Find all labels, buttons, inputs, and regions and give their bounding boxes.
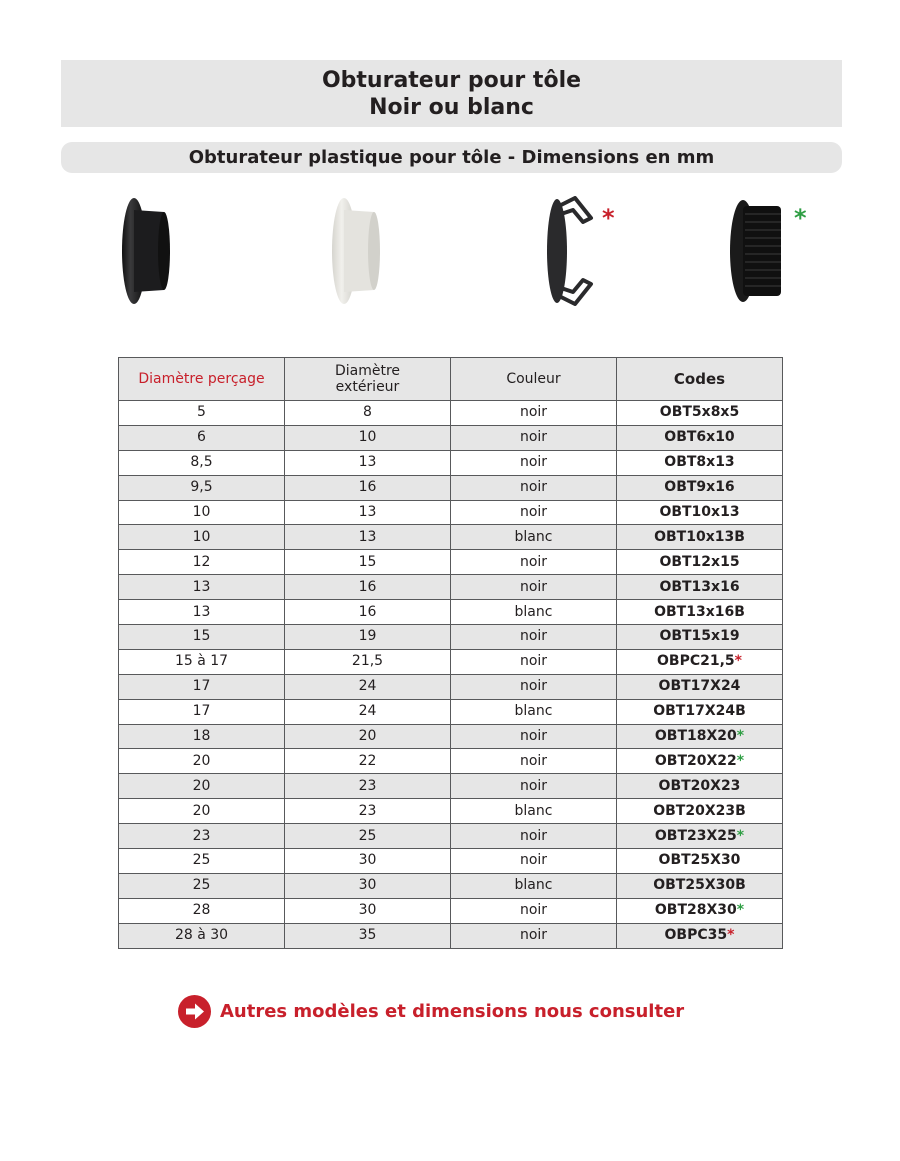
- header-outer-line1: Diamètre: [334, 363, 401, 379]
- cell-color: blanc: [451, 525, 617, 550]
- table-row: [119, 500, 783, 525]
- cell-color: noir: [451, 649, 617, 674]
- table-row: [119, 425, 783, 450]
- cell-color: blanc: [451, 600, 617, 625]
- cell-drill-diameter: 5: [119, 401, 285, 426]
- cell-color: noir: [451, 824, 617, 849]
- header-outer-line2: extérieur: [335, 379, 400, 395]
- cell-drill-diameter: 23: [119, 824, 285, 849]
- cell-color: noir: [451, 749, 617, 774]
- table-row: [119, 550, 783, 575]
- product-code: OBPC21,5: [657, 653, 735, 670]
- table-row: [119, 849, 783, 874]
- table-row: [119, 749, 783, 774]
- product-code: OBT9x16: [664, 479, 735, 496]
- product-code: OBT25X30: [658, 852, 741, 869]
- cell-code: [617, 873, 783, 898]
- cell-outer-diameter: 19: [285, 625, 451, 650]
- cell-code: [617, 550, 783, 575]
- green-asterisk-mark: *: [794, 204, 807, 232]
- cell-color: noir: [451, 625, 617, 650]
- cell-outer-diameter: 16: [285, 575, 451, 600]
- green-asterisk-mark: *: [736, 902, 745, 919]
- table-row: [119, 450, 783, 475]
- black-flat-cap-image: [120, 196, 172, 306]
- cell-outer-diameter: 30: [285, 873, 451, 898]
- cell-code: [617, 849, 783, 874]
- cell-drill-diameter: 28 à 30: [119, 923, 285, 948]
- table-row: [119, 475, 783, 500]
- cell-color: noir: [451, 425, 617, 450]
- header-drill-diameter: Diamètre perçage: [119, 358, 285, 401]
- cell-code: [617, 799, 783, 824]
- cell-color: noir: [451, 401, 617, 426]
- product-code: OBT25X30B: [653, 877, 746, 894]
- green-asterisk-mark: *: [736, 752, 745, 769]
- header-codes: Codes: [617, 358, 783, 401]
- cell-outer-diameter: 20: [285, 724, 451, 749]
- cell-color: noir: [451, 923, 617, 948]
- red-asterisk-mark: *: [727, 927, 735, 944]
- cell-code: [617, 724, 783, 749]
- cell-drill-diameter: 10: [119, 500, 285, 525]
- product-code: OBT10x13B: [654, 528, 745, 545]
- cell-outer-diameter: 13: [285, 450, 451, 475]
- product-code: OBT12x15: [659, 553, 740, 570]
- cell-drill-diameter: 25: [119, 849, 285, 874]
- cell-outer-diameter: 15: [285, 550, 451, 575]
- header-color: Couleur: [451, 358, 617, 401]
- cell-code: [617, 500, 783, 525]
- cell-outer-diameter: 22: [285, 749, 451, 774]
- red-asterisk-mark: *: [734, 653, 742, 670]
- black-ribbed-cap-image: [727, 198, 787, 304]
- cell-drill-diameter: 9,5: [119, 475, 285, 500]
- green-asterisk-mark: *: [736, 827, 745, 844]
- cell-outer-diameter: 23: [285, 774, 451, 799]
- cell-color: noir: [451, 450, 617, 475]
- reference-table: [118, 357, 783, 949]
- cell-drill-diameter: 10: [119, 525, 285, 550]
- table-row: [119, 824, 783, 849]
- cell-color: noir: [451, 774, 617, 799]
- cell-code: [617, 923, 783, 948]
- cell-drill-diameter: 13: [119, 575, 285, 600]
- table-row: [119, 724, 783, 749]
- cell-outer-diameter: 16: [285, 600, 451, 625]
- product-code: OBT13x16B: [654, 603, 745, 620]
- cell-outer-diameter: 13: [285, 525, 451, 550]
- table-row: [119, 923, 783, 948]
- cell-color: blanc: [451, 873, 617, 898]
- cell-code: [617, 525, 783, 550]
- product-code: OBT13x16: [659, 578, 740, 595]
- cell-drill-diameter: 13: [119, 600, 285, 625]
- red-asterisk-mark: *: [602, 204, 615, 232]
- table-row: [119, 525, 783, 550]
- page-title: Obturateur pour tôle: [321, 68, 582, 93]
- table-row: [119, 873, 783, 898]
- cell-drill-diameter: 25: [119, 873, 285, 898]
- product-code: OBT10x13: [659, 504, 740, 520]
- cell-color: noir: [451, 575, 617, 600]
- cell-code: [617, 450, 783, 475]
- product-code: OBT28X30: [654, 902, 737, 919]
- cell-code: [617, 674, 783, 699]
- product-code: OBT5x8x5: [659, 404, 740, 421]
- cell-code: [617, 575, 783, 600]
- cell-code: [617, 649, 783, 674]
- product-code: OBT15x19: [659, 628, 740, 645]
- cell-outer-diameter: 30: [285, 898, 451, 923]
- cell-code: [617, 425, 783, 450]
- cell-color: noir: [451, 674, 617, 699]
- cell-outer-diameter: 23: [285, 799, 451, 824]
- table-row: [119, 774, 783, 799]
- product-code: OBT18X20: [654, 728, 737, 745]
- table-row: [119, 600, 783, 625]
- product-code: OBT17X24B: [653, 703, 746, 720]
- cell-outer-diameter: 13: [285, 500, 451, 525]
- cell-drill-diameter: 20: [119, 749, 285, 774]
- cell-color: blanc: [451, 699, 617, 724]
- cell-drill-diameter: 18: [119, 724, 285, 749]
- cell-drill-diameter: 6: [119, 425, 285, 450]
- cell-outer-diameter: 21,5: [285, 649, 451, 674]
- cell-code: [617, 401, 783, 426]
- table-row: [119, 625, 783, 650]
- cell-outer-diameter: 16: [285, 475, 451, 500]
- table-header-row: [119, 358, 783, 401]
- cell-color: noir: [451, 500, 617, 525]
- header-outer-diameter: [285, 358, 451, 401]
- cell-outer-diameter: 30: [285, 849, 451, 874]
- page-title-line2: Noir ou blanc: [369, 95, 534, 120]
- arrow-right-circle-icon: [178, 995, 211, 1028]
- cell-color: noir: [451, 475, 617, 500]
- section-subtitle: Obturateur plastique pour tôle - Dimensions en mm: [61, 142, 842, 173]
- cell-drill-diameter: 28: [119, 898, 285, 923]
- cell-drill-diameter: 17: [119, 699, 285, 724]
- contact-note: [178, 995, 684, 1028]
- cell-outer-diameter: 35: [285, 923, 451, 948]
- cell-drill-diameter: 20: [119, 799, 285, 824]
- cell-code: [617, 749, 783, 774]
- cell-outer-diameter: 24: [285, 699, 451, 724]
- product-code: OBT20X23B: [653, 802, 746, 819]
- table-row: [119, 699, 783, 724]
- cell-color: noir: [451, 898, 617, 923]
- cell-code: [617, 625, 783, 650]
- cell-drill-diameter: 15 à 17: [119, 649, 285, 674]
- cell-outer-diameter: 24: [285, 674, 451, 699]
- cell-outer-diameter: 8: [285, 401, 451, 426]
- cell-drill-diameter: 17: [119, 674, 285, 699]
- cell-drill-diameter: 20: [119, 774, 285, 799]
- table-row: [119, 799, 783, 824]
- cell-drill-diameter: 15: [119, 625, 285, 650]
- cell-color: noir: [451, 724, 617, 749]
- product-code: OBT8x13: [664, 454, 735, 471]
- cell-code: [617, 774, 783, 799]
- cell-drill-diameter: 12: [119, 550, 285, 575]
- cell-code: [617, 898, 783, 923]
- cell-color: noir: [451, 550, 617, 575]
- black-clip-cap-image: [545, 196, 601, 306]
- contact-note-text: Autres modèles et dimensions nous consulter: [220, 1001, 685, 1022]
- table-row: [119, 674, 783, 699]
- cell-code: [617, 600, 783, 625]
- table-row: [119, 649, 783, 674]
- green-asterisk-mark: *: [736, 728, 745, 745]
- product-code: OBT6x10: [664, 429, 735, 446]
- white-flat-cap-image: [330, 196, 382, 306]
- cell-color: noir: [451, 849, 617, 874]
- cell-code: [617, 475, 783, 500]
- product-code: OBT17X24: [658, 678, 741, 695]
- product-code: OBT20X23: [658, 777, 741, 794]
- cell-code: [617, 824, 783, 849]
- cell-color: blanc: [451, 799, 617, 824]
- cell-drill-diameter: 8,5: [119, 450, 285, 475]
- cell-outer-diameter: 25: [285, 824, 451, 849]
- cell-code: [617, 699, 783, 724]
- product-code: OBPC35: [664, 927, 728, 944]
- product-code: OBT20X22: [654, 752, 737, 769]
- cell-outer-diameter: 10: [285, 425, 451, 450]
- title-band: [61, 60, 842, 127]
- product-code: OBT23X25: [654, 827, 737, 844]
- table-row: [119, 401, 783, 426]
- table-row: [119, 575, 783, 600]
- table-row: [119, 898, 783, 923]
